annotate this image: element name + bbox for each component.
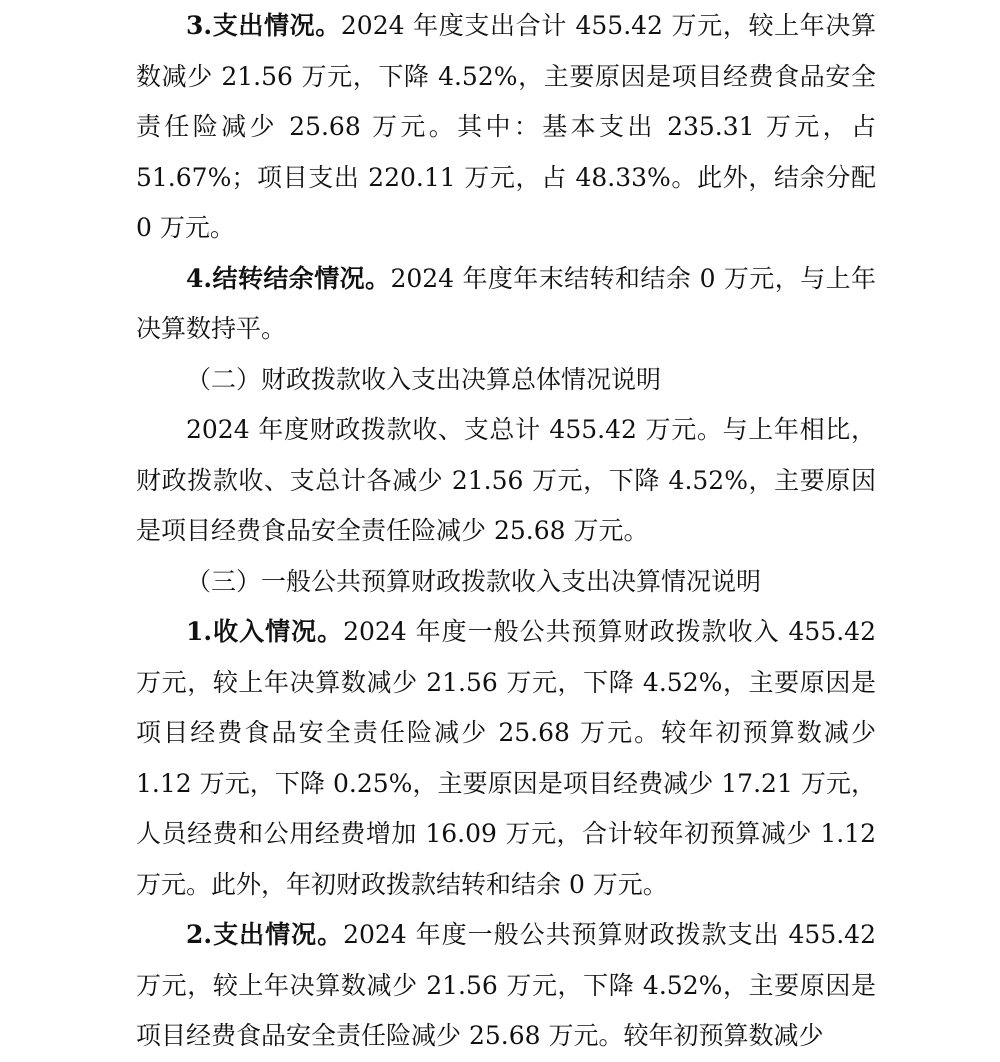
paragraph-text: 2024 年度财政拨款收、支总计 455.42 万元。与上年相比，财政拨款收、支总计各减少 21.56 万元，下降 4.52%，主要原因是项目经费食品安全责任险减少 25.68 万元。 bbox=[136, 415, 876, 545]
paragraph-lead: 2.支出情况。 bbox=[186, 920, 344, 949]
section-heading-general-budget: （三）一般公共预算财政拨款收入支出决算情况说明 bbox=[186, 566, 762, 596]
paragraph-lead: 4.结转结余情况。 bbox=[186, 263, 391, 293]
document-page bbox=[136, 0, 876, 1062]
paragraph-fiscal-total bbox=[136, 405, 876, 557]
paragraph-text: 2024 年度一般公共预算财政拨款收入 455.42 万元，较上年决算数减少 21.56 万元，下降 4.52%，主要原因是项目经费食品安全责任险减少 25.68 万元。较年初预算数减少 1.12 万元，下降 0.25%，主要原因是项目经费减少 17.21 万元，人员经费和公用经费增加 16.09 万元，合计较年初预算减少 1.12 万元。此外，年初财政拨款结转和结余 0 万元。 bbox=[136, 617, 876, 899]
paragraph-general-expenditure bbox=[136, 910, 876, 1062]
paragraph-text: 2024 年度一般公共预算财政拨款支出 455.42 万元，较上年决算数减少 21.56 万元，下降 4.52%，主要原因是项目经费食品安全责任险减少 25.68 万元。较年初预算数减少 bbox=[136, 920, 876, 1050]
section-heading-fiscal-total: （二）财政拨款收入支出决算总体情况说明 bbox=[186, 364, 662, 394]
paragraph-income bbox=[136, 607, 876, 910]
paragraph-lead: 1.收入情况。 bbox=[186, 617, 344, 646]
paragraph-carryover bbox=[136, 254, 876, 355]
paragraph-lead: 3.支出情况。 bbox=[186, 11, 341, 40]
paragraph-text: 2024 年度支出合计 455.42 万元，较上年决算数减少 21.56 万元，下降 4.52%，主要原因是项目经费食品安全责任险减少 25.68 万元。其中：基本支出 235.31 万元，占 51.67%；项目支出 220.11 万元，占 48.33%。此外，结余分配 0 万元。 bbox=[136, 11, 876, 242]
paragraph-text: 2024 年度年末结转和结余 0 万元，与上年决算数持平。 bbox=[136, 263, 876, 343]
paragraph-expenditure bbox=[136, 1, 876, 254]
